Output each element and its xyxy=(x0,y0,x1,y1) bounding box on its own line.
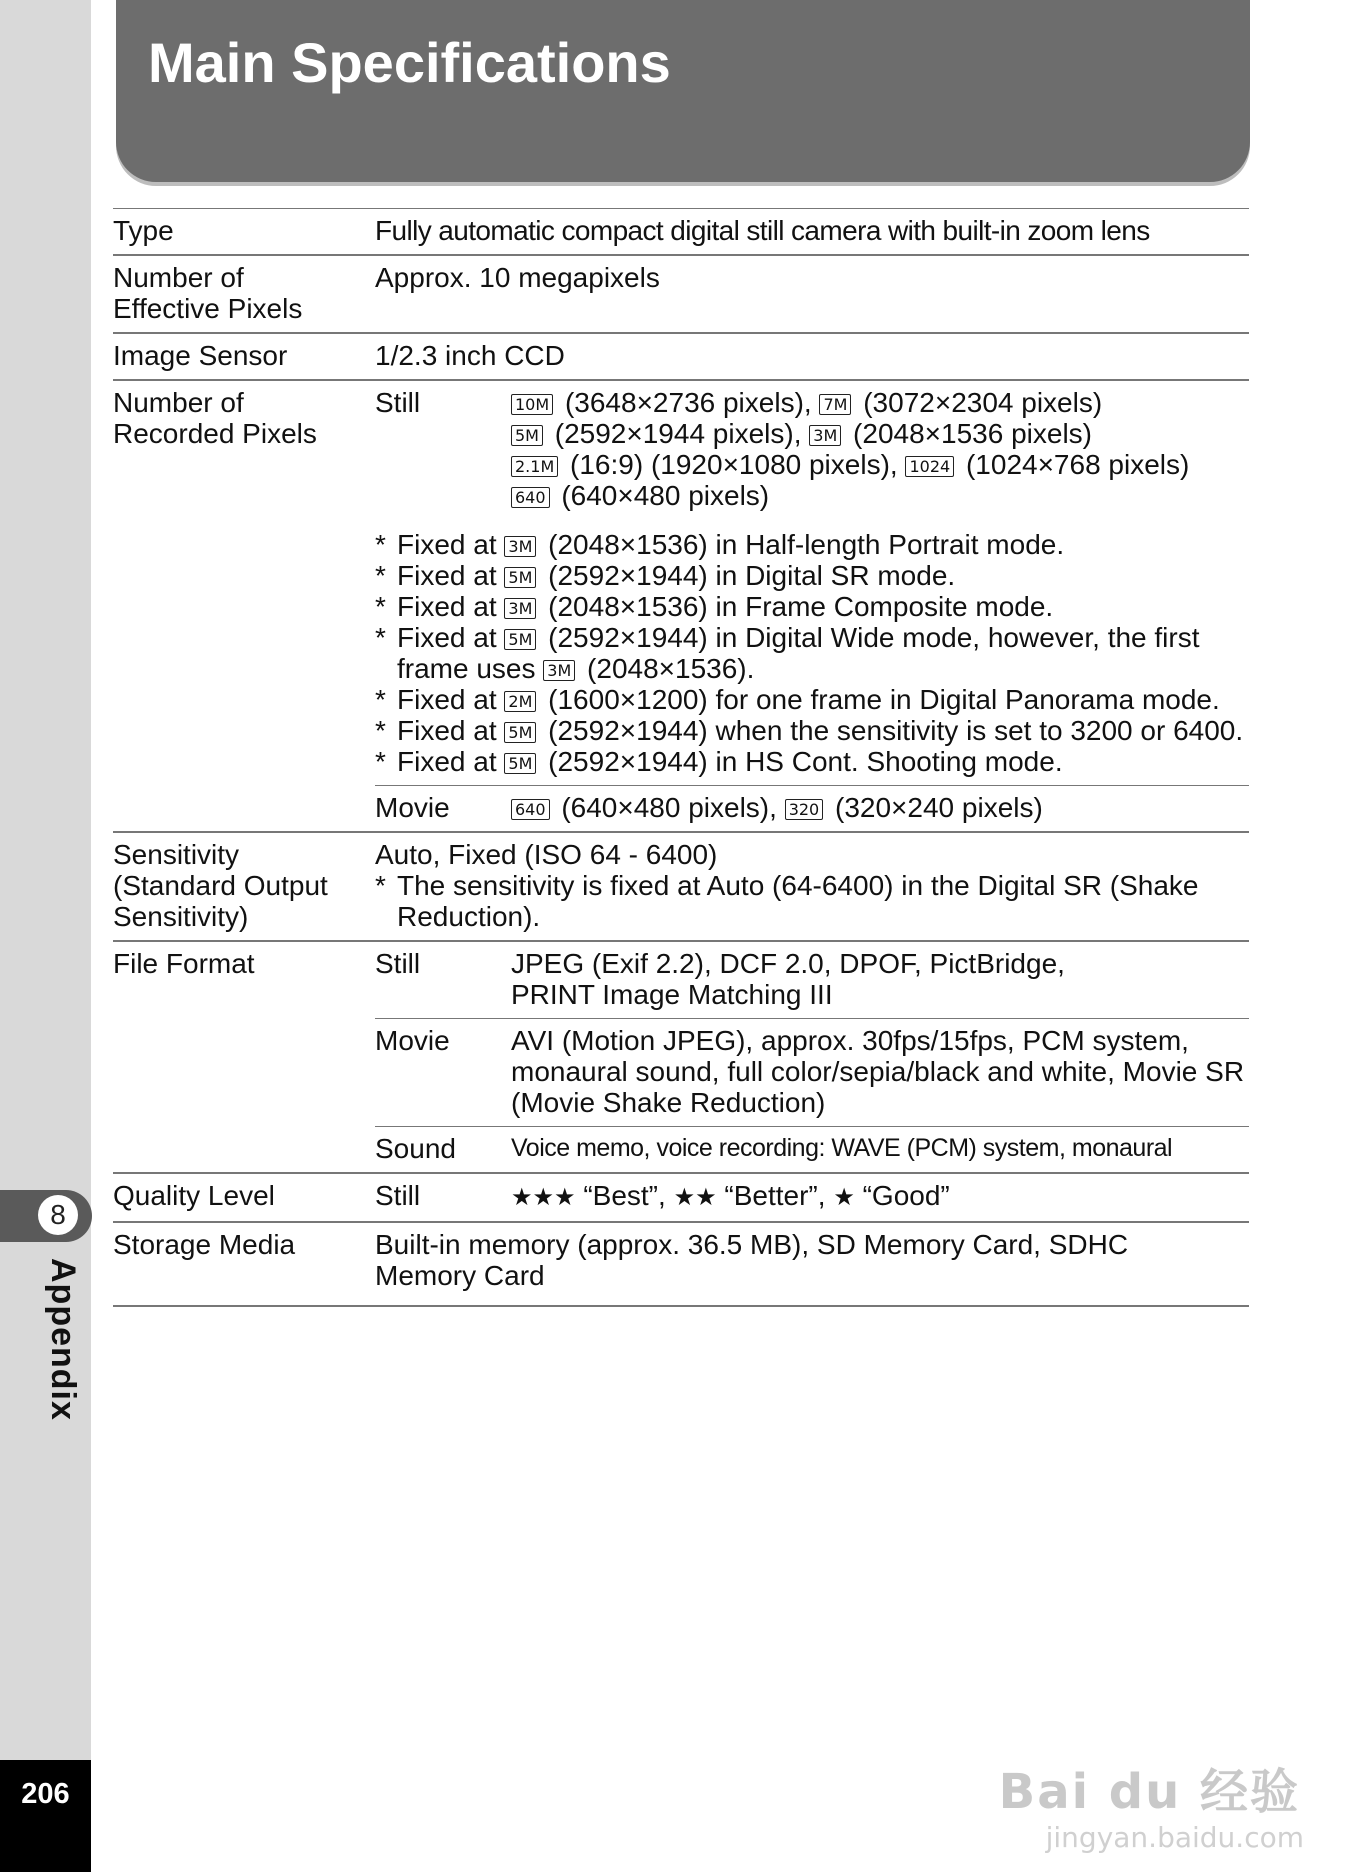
file-format-movie xyxy=(375,1019,1249,1127)
sub-value: Voice memo, voice recording: WAVE (PCM) system, monaural xyxy=(511,1127,1249,1173)
resolution-5m-icon: 5M xyxy=(504,629,536,650)
resolution-3m-icon: 3M xyxy=(504,536,536,557)
spec-row-quality xyxy=(113,1173,1249,1222)
spec-label: Number of Recorded Pixels xyxy=(113,380,375,832)
spec-label: Number of Effective Pixels xyxy=(113,255,375,333)
resolution-320-icon: 320 xyxy=(785,799,824,820)
note-item: * Fixed at 3M (2048×1536) in Half-length Portrait mode. xyxy=(375,529,1249,560)
sub-value: AVI (Motion JPEG), approx. 30fps/15fps, PCM system, monaural sound, full color/sepia/black and white, Movie SR (Movie Shake Reduction) xyxy=(511,1019,1249,1127)
note-item: * The sensitivity is fixed at Auto (64-6400) in the Digital SR (Shake Reduction). xyxy=(375,870,1249,932)
resolution-5m-icon: 5M xyxy=(504,567,536,588)
movie-sizes-row xyxy=(375,786,1249,832)
side-strip xyxy=(0,0,91,1872)
note-item: * Fixed at 5M (2592×1944) in Digital Wide mode, however, the first frame uses 3M (2048×1536). xyxy=(375,622,1249,684)
still-sizes: 10M (3648×2736 pixels), 7M (3072×2304 pixels) 5M (2592×1944 pixels), 3M (2048×1536 pixels) 2.1M (16:9) (1920×1080 pixels), 1024 (1024×768 pixels) 640 (640×480 pixels) xyxy=(511,381,1249,519)
sub-label: Movie xyxy=(375,786,511,832)
note-item: * Fixed at 3M (2048×1536) in Frame Composite mode. xyxy=(375,591,1249,622)
watermark: Bai du 经验 xyxy=(998,1764,1300,1820)
spec-row-recorded-pixels xyxy=(113,380,1249,832)
note-item: * Fixed at 5M (2592×1944) in HS Cont. Shooting mode. xyxy=(375,746,1249,777)
spec-value: Fully automatic compact digital still camera with built-in zoom lens xyxy=(375,209,1249,256)
quality-levels: ★★★ “Best”, ★★ “Better”, ★ “Good” xyxy=(511,1180,950,1211)
spec-value: Auto, Fixed (ISO 64 - 6400) * The sensitivity is fixed at Auto (64-6400) in the Digital SR (Shake Reduction). xyxy=(375,832,1249,941)
spec-table xyxy=(113,208,1249,1307)
note-item: * Fixed at 2M (1600×1200) for one frame in Digital Panorama mode. xyxy=(375,684,1249,715)
sub-label: Still xyxy=(375,387,421,418)
spec-value: Approx. 10 megapixels xyxy=(375,255,1249,333)
note-item: * Fixed at 5M (2592×1944) when the sensitivity is set to 3200 or 6400. xyxy=(375,715,1249,746)
spec-row-effective-pixels xyxy=(113,255,1249,333)
resolution-640-icon: 640 xyxy=(511,799,550,820)
resolution-5m-icon: 5M xyxy=(511,425,543,446)
resolution-3m-icon: 3M xyxy=(504,598,536,619)
file-format-subtable xyxy=(375,942,1249,1172)
resolution-640-icon: 640 xyxy=(511,487,550,508)
chapter-tab xyxy=(0,1190,92,1242)
recorded-pixels-subtable xyxy=(375,381,1249,831)
sub-label: Movie xyxy=(375,1019,511,1127)
spec-label: Quality Level xyxy=(113,1173,375,1222)
chapter-label: Appendix xyxy=(44,1258,82,1421)
resolution-5m-icon: 5M xyxy=(504,753,536,774)
watermark-url: jingyan.baidu.com xyxy=(1045,1821,1304,1854)
resolution-2-1m-icon: 2.1M xyxy=(511,456,558,477)
star-icon: ★★ xyxy=(673,1183,717,1211)
star-icon: ★ xyxy=(833,1183,855,1211)
spec-row-type xyxy=(113,209,1249,256)
page-title: Main Specifications xyxy=(148,31,671,94)
spec-value: Built-in memory (approx. 36.5 MB), SD Memory Card, SDHC Memory Card xyxy=(375,1222,1249,1306)
chapter-number: 8 xyxy=(38,1195,78,1235)
sub-value: JPEG (Exif 2.2), DCF 2.0, DPOF, PictBridge, PRINT Image Matching III xyxy=(511,948,1065,1010)
resolution-3m-icon: 3M xyxy=(543,660,575,681)
resolution-10m-icon: 10M xyxy=(511,394,553,415)
notes-row xyxy=(375,519,1249,786)
star-icon: ★★★ xyxy=(511,1183,576,1211)
note-item: * Fixed at 5M (2592×1944) in Digital SR mode. xyxy=(375,560,1249,591)
spec-row-file-format xyxy=(113,941,1249,1173)
sub-label: Sound xyxy=(375,1127,511,1173)
resolution-2m-icon: 2M xyxy=(504,691,536,712)
spec-label: Type xyxy=(113,209,375,256)
spec-label: Storage Media xyxy=(113,1222,375,1306)
page-number: 206 xyxy=(0,1760,91,1872)
sub-label: Still xyxy=(375,948,421,979)
resolution-7m-icon: 7M xyxy=(819,394,851,415)
resolution-5m-icon: 5M xyxy=(504,722,536,743)
notes-list xyxy=(375,519,1249,786)
resolution-1024-icon: 1024 xyxy=(905,456,954,477)
spec-row-image-sensor xyxy=(113,333,1249,380)
file-format-sound xyxy=(375,1127,1249,1173)
spec-row-sensitivity xyxy=(113,832,1249,941)
movie-sizes: 640 (640×480 pixels), 320 (320×240 pixels) xyxy=(511,786,1249,832)
spec-label: Image Sensor xyxy=(113,333,375,380)
spec-value: 1/2.3 inch CCD xyxy=(375,333,1249,380)
file-format-still xyxy=(375,942,1249,1019)
spec-label: Sensitivity (Standard Output Sensitivity) xyxy=(113,832,375,941)
spec-label: File Format xyxy=(113,941,375,1173)
spec-row-storage xyxy=(113,1222,1249,1306)
resolution-3m-icon: 3M xyxy=(809,425,841,446)
sub-label: Still xyxy=(375,1180,421,1211)
still-sizes-row xyxy=(375,381,1249,519)
